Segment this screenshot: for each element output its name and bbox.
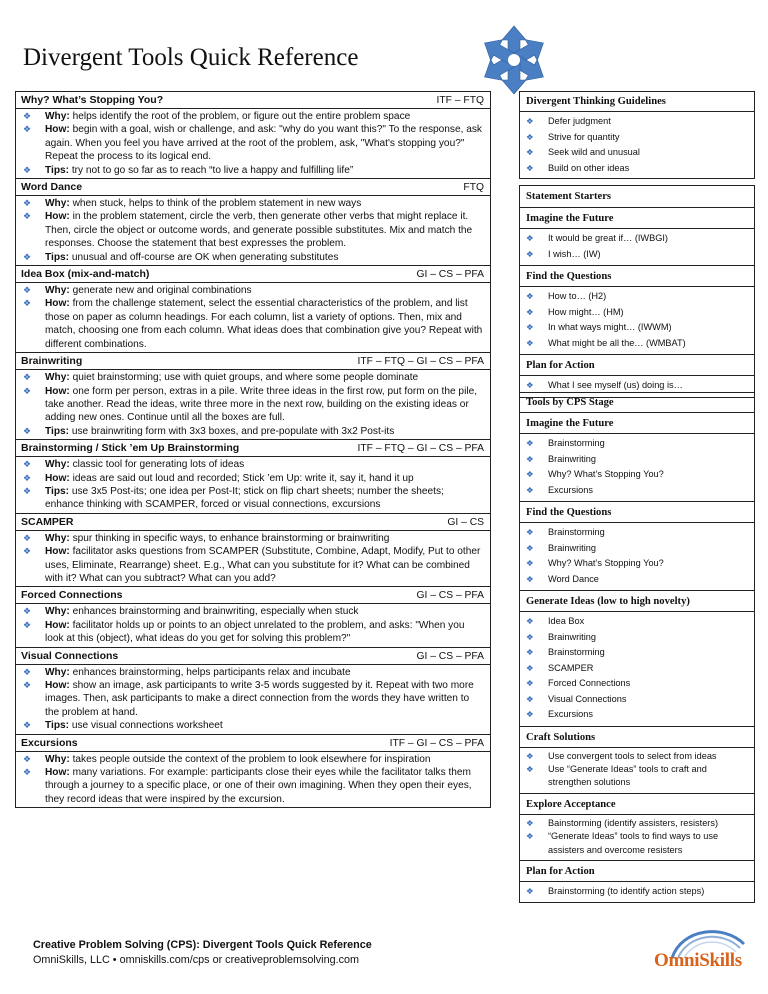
bullet-label: Why: [45,111,70,122]
tool-body [16,531,490,587]
bullet-icon: ❖ [526,647,534,657]
bullet-text: use visual connections worksheet [69,720,223,732]
tool-name: Word Dance [21,181,83,194]
bullet-icon: ❖ [526,291,534,301]
group-item: ❖ Brainstorming [526,436,750,452]
bullet-icon: ❖ [526,709,534,719]
bullet-icon: ❖ [526,380,534,390]
bullet-label: How: [45,767,70,779]
guidelines-box [519,91,755,179]
bullet-icon: ❖ [23,164,32,175]
bullet-icon: ❖ [23,111,32,121]
tool-bullet [23,251,484,264]
bullet-icon: ❖ [526,693,534,704]
tool-body [16,604,490,646]
tool-body [16,370,490,439]
bullet-icon: ❖ [23,211,32,222]
group-item: ❖ “Generate Ideas” tools to find ways to use assisters and overcome resisters [526,830,750,857]
group-item: ❖ Brainwriting [526,452,750,468]
tool-name: Why? What’s Stopping You? [21,94,164,106]
tool-stages: ITF – GI – CS – PFA [389,737,484,749]
tool-bullet [23,458,484,471]
tool-section [15,587,491,647]
statement-starters-title: Statement Starters [520,186,754,208]
group-item: ❖ Brainstorming [526,525,750,541]
tool-header [16,735,490,752]
bullet-icon: ❖ [526,817,534,828]
bullet-icon: ❖ [526,337,534,348]
guideline-item: ❖ Build on other ideas [526,161,750,177]
bullet-text: ideas are said out loud and recorded; Stick ’em Up: write it, say it, hand it up [69,472,414,484]
bullet-icon: ❖ [526,162,534,173]
bullet-icon: ❖ [526,233,534,243]
tool-header [16,179,490,196]
tool-name: SCAMPER [21,515,74,528]
bullet-icon: ❖ [526,306,534,317]
tool-bullet [23,385,484,425]
bullet-label: Tips: [45,425,70,437]
bullet-icon: ❖ [526,662,534,673]
tool-body [16,457,490,513]
group-title: Generate Ideas (low to high novelty) [520,590,754,612]
group-item: ❖ What I see myself (us) doing is… [526,378,750,394]
bullet-text: spur thinking in specific ways, to enhance brainstorming or brainwriting [69,532,390,544]
tool-stages: ITF – FTQ [436,95,484,106]
bullet-text: use 3x5 Post-its; one idea per Post-It; stick on flip chart sheets; number the sheets; enhance thinking with SCAMPER, forced or visual connections, excursions [45,485,444,511]
bullet-icon: ❖ [23,285,32,296]
tool-name: Visual Connections [21,649,119,662]
tool-body [16,283,490,352]
group-item: ❖ Excursions [526,707,750,723]
bullet-text: many variations. For example: participants close their eyes while the facilitator talks them through a journey to a specific place, or one of their own imagining. When they open their eyes, they record ideas that were inspired by the excursion. [45,767,472,805]
bullet-text: show an image, ask participants to write 3-5 words suggested by it. Repeat with two more images. Then, ask participants to make a direct connection from the words they have written to the problem at hand. [45,680,474,718]
bullet-icon: ❖ [23,385,32,396]
tool-header [16,92,490,109]
tool-bullet [23,666,484,679]
bullet-label: Why: [45,198,70,210]
bullet-text: enhances brainstorming, helps participants relax and incubate [69,666,351,678]
tool-name: Brainwriting [21,355,83,368]
tool-bullet [23,284,484,297]
group-item: ❖ Word Dance [526,572,750,588]
group-item: ❖ Use “Generate Ideas” tools to craft and strengthen solutions [526,763,750,790]
tool-name: Brainstorming / Stick ’em Up Brainstorming [21,442,240,455]
tool-header [16,266,490,283]
group-title: Imagine the Future [520,413,754,434]
tool-section [15,514,491,588]
bullet-label: How: [45,124,70,136]
bullet-label: How: [45,298,70,310]
tool-bullet [23,719,484,732]
group-list [520,229,754,265]
bullet-icon: ❖ [23,251,32,262]
group-list [520,523,754,590]
group-list [520,287,754,354]
bullet-icon: ❖ [526,678,534,688]
bullet-text: begin with a goal, wish or challenge, and ask: "why do you want this?" To the response, ask again. When you feel you have arrived at the root of the problem, ask, "What's stopping you?" Repeat the process to its logical end. [45,124,482,163]
bullet-text: from the challenge statement, select the essential characteristics of the problem, and list those on paper as column headings. For each column, list a variety of options. Then, mix and match, choosing one from each column. What ideas does that combination give you? Repeat with different combinations. [45,298,483,350]
bullet-icon: ❖ [526,248,534,259]
bullet-icon: ❖ [526,831,534,842]
tool-stages: GI – CS [447,516,484,528]
bullet-text: try not to go so far as to reach “to live a happy and fulfilling life” [69,164,354,176]
bullet-label: How: [45,472,70,484]
bullet-text: classic tool for generating lots of ideas [69,459,245,471]
tool-body [16,196,490,265]
group-title: Find the Questions [520,265,754,287]
tool-body [16,665,490,734]
tool-bullet [23,766,484,806]
group-title: Plan for Action [520,354,754,376]
tool-header [16,440,490,457]
bullet-icon: ❖ [23,680,32,690]
group-item: ❖ How might… (HM) [526,305,750,321]
bullet-icon: ❖ [526,322,534,332]
bullet-icon: ❖ [23,532,32,543]
bullet-label: Why: [45,532,70,544]
bullet-label: How: [45,680,70,691]
bullet-icon: ❖ [526,616,534,626]
bullet-label: Why: [45,666,70,678]
group-item: ❖ Forced Connections [526,676,750,692]
bullet-icon: ❖ [526,885,534,896]
bullet-text: helps identify the root of the problem, or figure out the entire problem space [69,111,411,122]
tool-bullet [23,210,484,250]
tool-header [16,353,490,370]
bullet-text: use brainwriting form with 3x3 boxes, and pre-populate with 3x2 Post-its [69,425,395,437]
tool-header [16,648,490,665]
bullet-icon: ❖ [526,763,534,774]
bullet-label: How: [45,211,70,223]
group-title: Imagine the Future [520,208,754,229]
group-item: ❖ Bainstorming (identify assisters, resisters) [526,817,750,830]
bullet-label: Tips: [45,720,70,732]
tool-body [16,109,490,178]
bullet-label: Why: [45,459,70,471]
bullet-icon: ❖ [526,131,534,142]
tool-bullet [23,425,484,438]
tool-bullet [23,485,484,512]
tool-bullet [23,753,484,766]
bullet-label: How: [45,546,70,558]
bullet-icon: ❖ [23,720,32,731]
tool-bullet [23,197,484,210]
tool-header [16,514,490,531]
tool-stages: FTQ [463,182,484,194]
bullet-label: Why: [45,753,70,765]
group-item: ❖ Why? What’s Stopping You? [526,467,750,483]
bullet-icon: ❖ [23,485,32,496]
tool-bullet [23,371,484,384]
bullet-icon: ❖ [526,469,534,479]
group-item: ❖ Visual Connections [526,692,750,708]
bullet-icon: ❖ [23,753,32,764]
tool-section [15,91,491,179]
group-item: ❖ Excursions [526,483,750,499]
group-list [520,748,754,793]
bullet-label: Why: [45,372,70,384]
group-item: ❖ How to… (H2) [526,289,750,305]
tools-by-stage-title: Tools by CPS Stage [520,393,754,413]
group-item: ❖ It would be great if… (IWBGI) [526,231,750,247]
group-list [520,815,754,860]
bullet-icon: ❖ [23,298,32,309]
bullet-icon: ❖ [23,198,32,209]
tool-section [15,648,491,735]
bullet-icon: ❖ [23,124,32,135]
group-title: Plan for Action [520,860,754,882]
bullet-label: Tips: [45,251,70,263]
group-list [520,882,754,903]
group-item: ❖ Brainwriting [526,541,750,557]
tool-bullet [23,472,484,485]
tool-stages: GI – CS – PFA [416,590,484,602]
tool-section [15,735,491,809]
tool-stages: ITF – FTQ – GI – CS – PFA [357,443,484,455]
tool-section [15,440,491,514]
footer-contact: OmniSkills, LLC • omniskills.com/cps or creativeproblemsolving.com [33,954,359,966]
bullet-icon: ❖ [526,484,534,495]
tool-stages: GI – CS – PFA [416,269,484,281]
bullet-icon: ❖ [23,425,32,436]
group-item: ❖ Brainstorming (to identify action steps) [526,884,750,900]
bullet-label: Why: [45,606,70,618]
tools-by-stage-box [519,392,755,903]
group-item: ❖ Use convergent tools to select from ideas [526,750,750,763]
group-list [520,612,754,726]
footer-title: Creative Problem Solving (CPS): Divergent Tools Quick Reference [33,939,372,951]
bullet-text: facilitator holds up or points to an object unrelated to the problem, and asks: "When you look at this (object), what ideas do you get for solving this problem?" [45,619,465,645]
guideline-item: ❖ Seek wild and unusual [526,145,750,161]
tool-bullet [23,545,484,585]
tool-bullet [23,532,484,545]
tool-section [15,266,491,353]
bullet-text: generate new and original combinations [69,285,252,297]
group-item: ❖ Brainstorming [526,645,750,661]
bullet-label: Why: [45,285,70,297]
group-list [520,434,754,501]
guidelines-title: Divergent Thinking Guidelines [520,92,754,112]
tool-bullet [23,297,484,351]
bullet-icon: ❖ [23,459,32,470]
bullet-icon: ❖ [23,666,32,677]
tool-bullet [23,679,484,719]
tool-name: Excursions [21,736,78,749]
statement-starters-box [519,185,755,398]
page-title: Divergent Tools Quick Reference [23,44,359,71]
tool-bullet [23,164,484,177]
tool-stages: ITF – FTQ – GI – CS – PFA [357,356,484,368]
bullet-icon: ❖ [526,631,534,642]
tool-bullet [23,123,484,163]
group-item: ❖ Brainwriting [526,630,750,646]
bullet-icon: ❖ [526,542,534,553]
group-item: ❖ Idea Box [526,614,750,630]
tool-section [15,353,491,440]
bullet-label: Tips: [45,485,70,497]
tool-section [15,179,491,266]
tools-column [15,91,491,808]
bullet-text: facilitator asks questions from SCAMPER (Substitute, Combine, Adapt, Modify, Put to other uses, Eliminate, Rearrange) sheet. E.g., What can you substitute for it? What can be combined with it? What can you subtract? What can you add? [45,546,481,584]
tool-bullet [23,110,484,123]
group-item: ❖ I wish… (IW) [526,247,750,263]
bullet-icon: ❖ [23,606,32,617]
guideline-item: ❖ Strive for quantity [526,130,750,146]
group-title: Craft Solutions [520,726,754,748]
group-item: ❖ In what ways might… (IWWM) [526,320,750,336]
tool-bullet [23,605,484,618]
group-item: ❖ Why? What’s Stopping You? [526,556,750,572]
bullet-icon: ❖ [526,116,534,126]
bullet-icon: ❖ [23,767,32,778]
bullet-label: How: [45,385,70,397]
guideline-item: ❖ Defer judgment [526,114,750,130]
bullet-icon: ❖ [23,472,32,483]
bullet-text: enhances brainstorming and brainwriting, especially when stuck [69,606,359,618]
omniskills-logo: OmniSkills [654,922,754,976]
bullet-icon: ❖ [526,438,534,448]
bullet-icon: ❖ [23,619,32,630]
bullet-icon: ❖ [23,546,32,557]
bullet-icon: ❖ [23,372,32,383]
bullet-text: when stuck, helps to think of the problem statement in new ways [69,198,362,210]
bullet-icon: ❖ [526,558,534,568]
tool-stages: GI – CS – PFA [416,650,484,662]
bullet-icon: ❖ [526,573,534,584]
bullet-label: Tips: [45,164,70,176]
bullet-icon: ❖ [526,453,534,464]
tool-name: Idea Box (mix-and-match) [21,268,150,281]
group-title: Find the Questions [520,501,754,523]
bullet-icon: ❖ [526,527,534,537]
tool-body [16,752,490,808]
bullet-text: one form per person, extras in a pile. Write three ideas in the first row, put form on the pile, take another. Read the ideas, write three more in the next row, building on the existing ideas or adding new ones. Continue until all the boxes are full. [45,385,478,424]
bullet-text: unusual and off-course are OK when generating substitutes [69,251,339,263]
bullet-label: How: [45,619,70,631]
bullet-text: quiet brainstorming; use with quiet groups, and where some people dominate [69,372,419,384]
tool-header [16,587,490,604]
tool-name: Forced Connections [21,589,123,602]
group-item: ❖ SCAMPER [526,661,750,677]
bullet-icon: ❖ [526,147,534,157]
group-item: ❖ What might be all the… (WMBAT) [526,336,750,352]
bullet-text: in the problem statement, circle the verb, then generate other verbs that might replace it. Then, circle the object or outcome words, and generate possible substitutes. Mix and match the responses. Choose the statement that best expresses the problem. [45,211,473,250]
bullet-icon: ❖ [526,750,534,761]
group-title: Explore Acceptance [520,793,754,815]
bullet-text: takes people outside the context of the problem to look elsewhere for inspiration [69,753,431,765]
tool-bullet [23,619,484,646]
